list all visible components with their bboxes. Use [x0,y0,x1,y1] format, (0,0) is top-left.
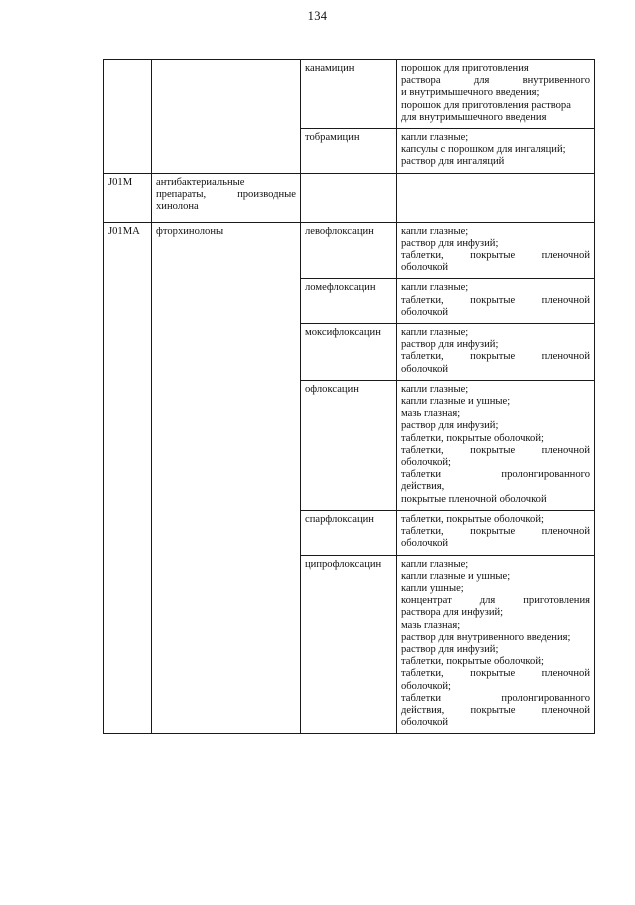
drug-name-cell: спарфлоксацин [301,510,397,555]
dosage-form-line: таблетки пролонгированного [401,469,590,481]
dosage-forms-cell [397,380,595,510]
dosage-form-line: капсулы с порошком для ингаляций; [401,144,566,156]
dosage-form-line: оболочкой [401,717,449,729]
table-row [104,222,595,279]
dosage-form-line: порошок для приготовления раствора [401,99,571,111]
dosage-forms-cell [397,324,595,381]
dosage-form-line: раствор для инфузий; [401,643,499,655]
table-row [104,60,595,129]
dosage-forms-cell [397,279,595,324]
dosage-form-line: действия, [401,481,445,493]
dosage-form-line: таблетки, покрытые оболочкой; [401,432,544,444]
dosage-form-line: таблетки, покрытые оболочкой; [401,513,544,525]
page-number: 134 [307,9,328,23]
group-cell: фторхинолоны [152,222,301,734]
group-cell [152,60,301,174]
drug-name-cell: ципрофлоксацин [301,555,397,734]
dosage-form-line: покрытые пленочной оболочкой [401,493,547,505]
group-line: препараты, производные [156,188,296,200]
dosage-forms-cell [397,173,595,222]
drug-name-cell: офлоксацин [301,380,397,510]
drug-name-cell: моксифлоксацин [301,324,397,381]
dosage-form-line: раствор для инфузий; [401,420,499,432]
dosage-form-line: капли глазные; [401,383,469,395]
dosage-form-line: мазь глазная; [401,619,461,631]
drug-name-cell: тобрамицин [301,129,397,174]
dosage-forms-cell [397,129,595,174]
dosage-form-line: капли глазные; [401,558,469,570]
dosage-forms-cell [397,60,595,129]
group-cell [152,173,301,222]
dosage-form-line: таблетки, покрытые пленочной [401,668,590,680]
dosage-form-line: оболочкой; [401,457,451,469]
drug-name-cell: ломефлоксацин [301,279,397,324]
dosage-forms-cell [397,222,595,279]
dosage-form-line: для внутримышечного введения [401,111,547,123]
dosage-form-line: таблетки, покрытые пленочной [401,294,590,306]
dosage-form-line: оболочкой [401,363,449,375]
dosage-forms-cell [397,555,595,734]
group-line: антибактериальные [156,176,245,188]
dosage-form-line: концентрат для приготовления [401,595,590,607]
dosage-form-line: капли глазные и ушные; [401,570,511,582]
drug-name-cell [301,173,397,222]
dosage-form-line: раствора для внутривенного [401,75,590,87]
table-row [104,173,595,222]
dosage-form-line: раствор для инфузий; [401,237,499,249]
dosage-form-line: таблетки, покрытые пленочной [401,250,590,262]
dosage-form-line: капли глазные; [401,282,469,294]
dosage-form-line: мазь глазная; [401,408,461,420]
drug-name-cell: канамицин [301,60,397,129]
dosage-form-line: оболочкой; [401,680,451,692]
atc-code-cell [104,60,152,174]
dosage-form-line: действия, покрытые пленочной [401,704,590,716]
dosage-form-line: таблетки, покрытые пленочной [401,526,590,538]
dosage-form-line: капли глазные; [401,225,469,237]
dosage-form-line: таблетки, покрытые пленочной [401,444,590,456]
dosage-form-line: и внутримышечного введения; [401,87,540,99]
dosage-form-line: таблетки, покрытые оболочкой; [401,656,544,668]
drug-name-cell: левофлоксацин [301,222,397,279]
dosage-form-line: капли ушные; [401,582,464,594]
dosage-form-line: капли глазные; [401,327,469,339]
dosage-form-line: оболочкой [401,538,449,550]
dosage-form-line: капли глазные; [401,132,469,144]
dosage-form-line: порошок для приготовления [401,63,529,74]
dosage-form-line: раствор для инфузий; [401,339,499,351]
dosage-form-line: раствор для внутривенного введения; [401,631,571,643]
atc-code-cell: J01M [104,173,152,222]
dosage-form-line: таблетки, покрытые пленочной [401,351,590,363]
dosage-form-line: капли глазные и ушные; [401,396,511,408]
dosage-form-line: раствора для инфузий; [401,607,504,619]
medicines-table [103,59,595,734]
dosage-form-line: таблетки пролонгированного [401,692,590,704]
dosage-form-line: раствор для ингаляций [401,156,505,168]
dosage-form-line: оболочкой [401,262,449,274]
group-line: хинолона [156,201,199,213]
atc-code-cell: J01MA [104,222,152,734]
dosage-forms-cell [397,510,595,555]
dosage-form-line: оболочкой [401,306,449,318]
